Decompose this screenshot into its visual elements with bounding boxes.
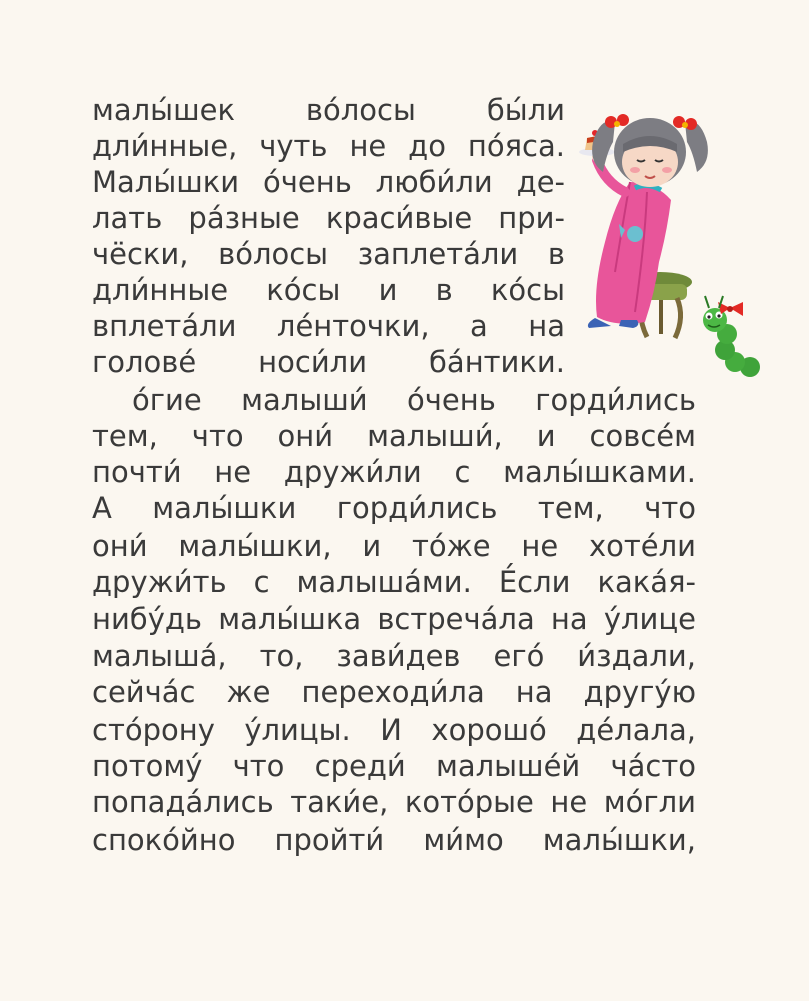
girl-with-cake-illustration — [575, 112, 775, 382]
text-line: сейча́с же переходи́ла на другу́ю — [92, 675, 696, 709]
text-line: лать ра́зные краси́вые при- — [92, 201, 565, 235]
text-line: дружи́ть с малыша́ми. Е́сли кака́я- — [92, 565, 696, 599]
text-line: тем, что они́ малыши́, и совсе́м — [92, 419, 696, 453]
text-line: споко́йно пройти́ ми́мо малы́шки, — [92, 823, 696, 857]
text-line: малыша́, то, зави́дев его́ и́здали, — [92, 639, 696, 673]
text-line: о́гие малыши́ о́чень горди́лись — [132, 383, 696, 417]
text-line: попада́лись таки́е, кото́рые не мо́гли — [92, 785, 696, 819]
text-line: А малы́шки горди́лись тем, что — [92, 491, 696, 525]
text-line: потому́ что среди́ малыше́й ча́сто — [92, 749, 696, 783]
text-line: дли́нные ко́сы и в ко́сы — [92, 273, 565, 307]
text-line: малы́шек во́лосы бы́ли — [92, 93, 565, 127]
text-line: нибу́дь малы́шка встреча́ла на у́лице — [92, 602, 696, 636]
text-line: чёски, во́лосы заплета́ли в — [92, 237, 565, 271]
text-line: вплета́ли ле́нточки, а на — [92, 309, 565, 343]
caterpillar-icon — [703, 296, 760, 377]
text-line: Малы́шки о́чень люби́ли де- — [92, 165, 565, 199]
text-line: они́ малы́шки, и то́же не хоте́ли — [92, 529, 696, 563]
text-line: дли́нные, чуть не до по́яса. — [92, 129, 565, 163]
text-line: почти́ не дружи́ли с малы́шками. — [92, 455, 696, 489]
text-line: голове́ носи́ли ба́нтики. — [92, 345, 565, 379]
text-line: сто́рону у́лицы. И хорошо́ де́лала, — [92, 713, 696, 747]
